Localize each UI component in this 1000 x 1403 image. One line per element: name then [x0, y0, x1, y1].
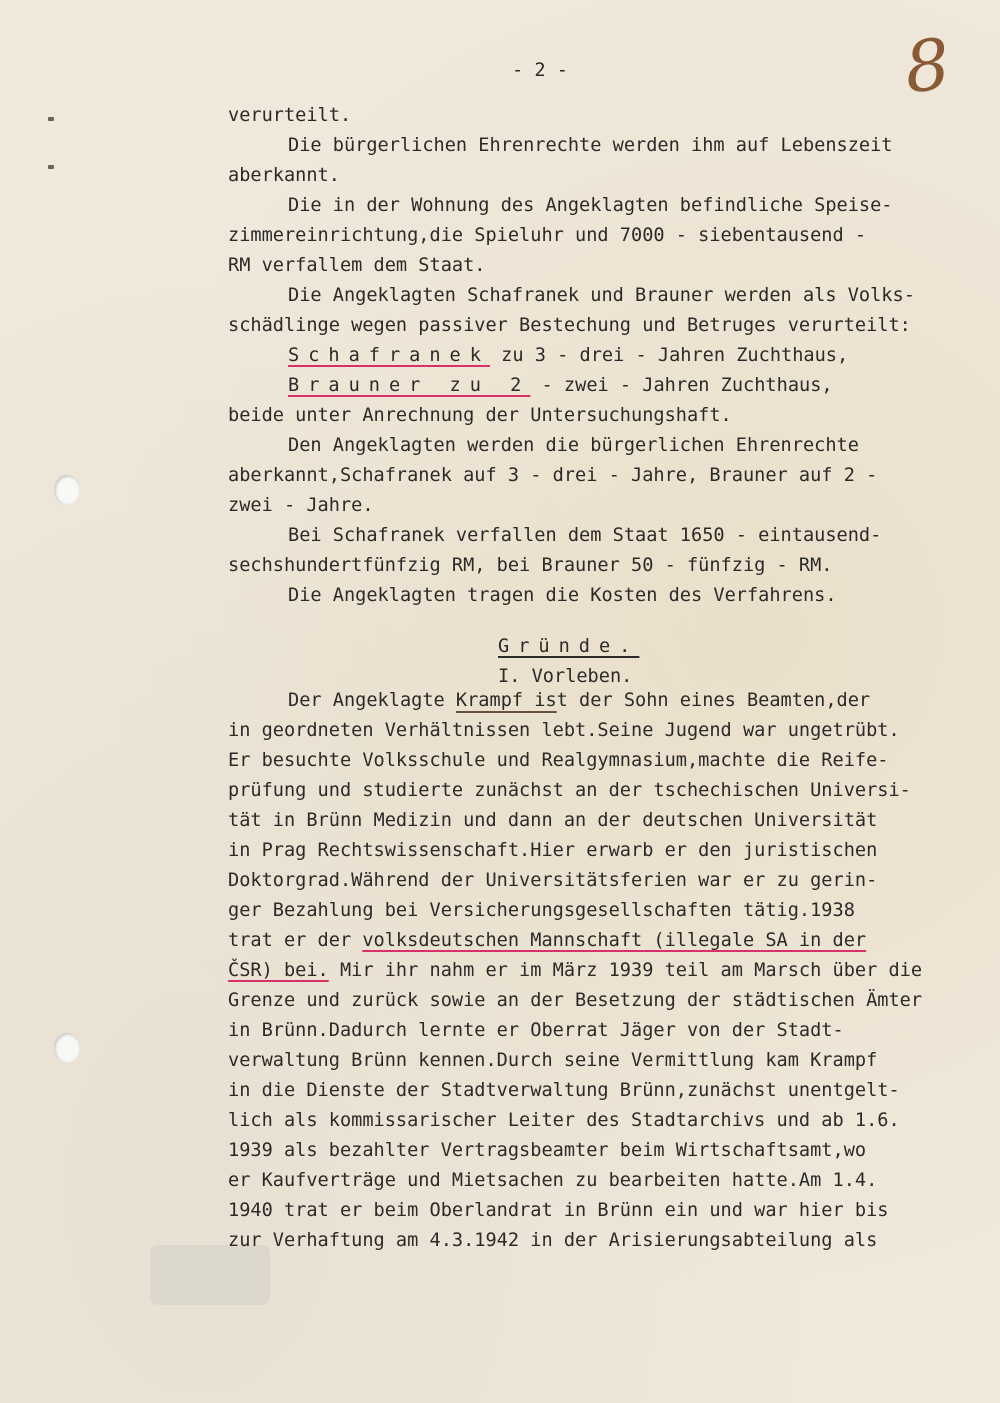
underlined-segment: Brauner zu 2	[288, 375, 531, 396]
text-line-l8: schädlinge wegen passiver Bestechung und Betruges verurteilt:	[228, 315, 911, 336]
text-line-l30: Grenze und zurück sowie an der Besetzung der städtischen Ämter	[228, 990, 923, 1011]
line-segment: zu 3 - drei - Jahren Zuchthaus,	[489, 345, 849, 366]
underlined-segment: ČSR) bei.	[228, 960, 329, 981]
line-segment: Der Angeklagte	[288, 690, 456, 711]
underlined-segment: volksdeutschen Mannschaft (illegale SA in der	[362, 930, 867, 951]
text-line-l19: I. Vorleben.	[498, 666, 633, 687]
text-line-l6: RM verfallem dem Staat.	[228, 255, 486, 276]
text-line-l23: prüfung und studierte zunächst an der tschechischen Universi-	[228, 780, 911, 801]
page-number: - 2 -	[512, 60, 568, 81]
text-line-l35: 1939 als bezahlter Vertragsbeamter beim Wirtschaftsamt,wo	[228, 1140, 867, 1161]
text-line-l17: Die Angeklagten tragen die Kosten des Verfahrens.	[288, 585, 837, 606]
text-line-l7: Die Angeklagten Schafranek und Brauner werden als Volks-	[288, 285, 915, 306]
underlined-segment: Gründe.	[498, 636, 640, 657]
line-segment: trat er der	[228, 930, 363, 951]
text-line-l21: in geordneten Verhältnissen lebt.Seine Jugend war ungetrübt.	[228, 720, 900, 741]
text-line-l1: verurteilt.	[228, 105, 352, 126]
text-line-l15: Bei Schafranek verfallen dem Staat 1650 - eintausend-	[288, 525, 882, 546]
text-line-l37: 1940 trat er beim Oberlandrat in Brünn ein und war hier bis	[228, 1200, 889, 1221]
text-line-l29	[228, 962, 922, 981]
text-line-l22: Er besuchte Volksschule und Realgymnasium,machte die Reife-	[228, 750, 889, 771]
text-line-l27: ger Bezahlung bei Versicherungsgesellschaften tätig.1938	[228, 900, 855, 921]
text-line-l31: in Brünn.Dadurch lernte er Oberrat Jäger von der Stadt-	[228, 1020, 844, 1041]
text-line-l12: Den Angeklagten werden die bürgerlichen Ehrenrechte	[288, 435, 859, 456]
text-line-l25: in Prag Rechtswissenschaft.Hier erwarb er den juristischen	[228, 840, 878, 861]
line-segment: - zwei - Jahren Zuchthaus,	[530, 375, 833, 396]
text-line-l9	[288, 347, 848, 366]
line-segment: t der Sohn eines Beamten,der	[556, 690, 871, 711]
text-line-l38: zur Verhaftung am 4.3.1942 in der Arisierungsabteilung als	[228, 1230, 878, 1251]
text-line-l33: in die Dienste der Stadtverwaltung Brünn,zunächst unentgelt-	[228, 1080, 900, 1101]
text-line-l5: zimmereinrichtung,die Spieluhr und 7000 - siebentausend -	[228, 225, 867, 246]
text-line-l16: sechshundertfünfzig RM, bei Brauner 50 - fünfzig - RM.	[228, 555, 833, 576]
text-line-l3: aberkannt.	[228, 165, 340, 186]
text-line-l13: aberkannt,Schafranek auf 3 - drei - Jahre, Brauner auf 2 -	[228, 465, 878, 486]
text-line-l4: Die in der Wohnung des Angeklagten befindliche Speise-	[288, 195, 893, 216]
text-line-l11: beide unter Anrechnung der Untersuchungshaft.	[228, 405, 732, 426]
handwritten-folio-number: 8	[900, 22, 954, 110]
text-line-l20	[288, 692, 870, 711]
text-line-l28	[228, 932, 866, 951]
underlined-segment: Schafranek	[288, 345, 490, 366]
text-line-l10	[288, 377, 833, 396]
text-line-l24: tät in Brünn Medizin und dann an der deutschen Universität	[228, 810, 878, 831]
text-line-l36: er Kaufverträge und Mietsachen zu bearbeiten hatte.Am 1.4.	[228, 1170, 878, 1191]
text-line-l26: Doktorgrad.Während der Universitätsferien war er zu gerin-	[228, 870, 878, 891]
line-segment: Mir ihr nahm er im März 1939 teil am Marsch über die	[328, 960, 923, 981]
text-line-l34: lich als kommissarischer Leiter des Stadtarchivs und ab 1.6.	[228, 1110, 900, 1131]
underlined-segment: Krampf is	[455, 690, 557, 711]
text-line-l2: Die bürgerlichen Ehrenrechte werden ihm auf Lebenszeit	[288, 135, 893, 156]
text-line-l32: verwaltung Brünn kennen.Durch seine Vermittlung kam Krampf	[228, 1050, 878, 1071]
text-line-l14: zwei - Jahre.	[228, 495, 374, 516]
text-line-l18	[498, 638, 639, 657]
